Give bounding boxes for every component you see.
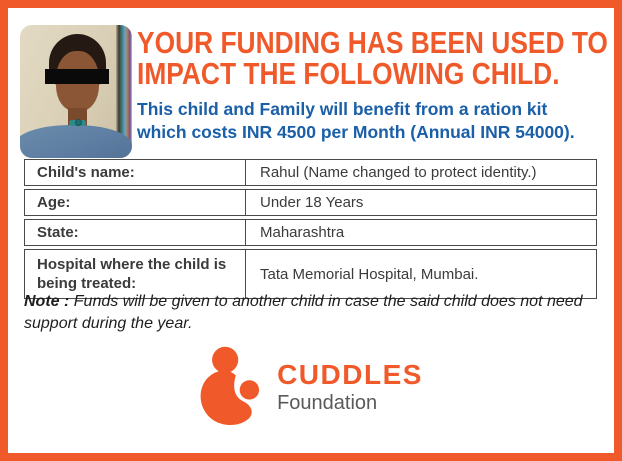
title-line-2: IMPACT THE FOLLOWING CHILD. <box>137 56 560 91</box>
row-value: Rahul (Name changed to protect identity.) <box>260 164 537 181</box>
title-line-1: YOUR FUNDING HAS BEEN USED TO <box>137 25 608 60</box>
subtitle-line-2: which costs INR 4500 per Month (Annual INR 54000). <box>137 122 575 142</box>
row-value: Under 18 Years <box>260 194 364 211</box>
funding-description <box>137 98 622 144</box>
row-label: Age: <box>25 190 246 215</box>
photo-child-shirt <box>20 125 132 158</box>
row-label: Child's name: <box>25 160 246 185</box>
privacy-censor-bar <box>45 69 109 84</box>
child-photo <box>20 25 132 158</box>
header-block <box>137 27 622 144</box>
table-row-state <box>24 219 597 246</box>
note-prefix: Note : <box>24 293 70 310</box>
cuddles-logo-icon <box>199 346 261 428</box>
disclaimer-note <box>24 291 602 334</box>
row-value: Maharashtra <box>260 224 345 241</box>
table-row-name <box>24 159 597 186</box>
foundation-logo <box>8 346 614 428</box>
photo-necklace-bead <box>75 119 82 126</box>
page-title <box>137 25 608 91</box>
logo-text <box>277 360 423 415</box>
logo-brand-name: CUDDLES <box>277 358 423 390</box>
row-label: Hospital where the child is being treated: <box>25 250 246 298</box>
table-row-age <box>24 189 597 216</box>
row-value: Tata Memorial Hospital, Mumbai. <box>260 265 479 283</box>
logo-brand-subname: Foundation <box>277 391 378 414</box>
child-details-table <box>24 159 597 302</box>
note-text: Funds will be given to another child in case the said child does not need support during the year. <box>24 293 583 332</box>
row-label: State: <box>25 220 246 245</box>
subtitle-line-1: This child and Family will benefit from a ration kit <box>137 99 548 119</box>
